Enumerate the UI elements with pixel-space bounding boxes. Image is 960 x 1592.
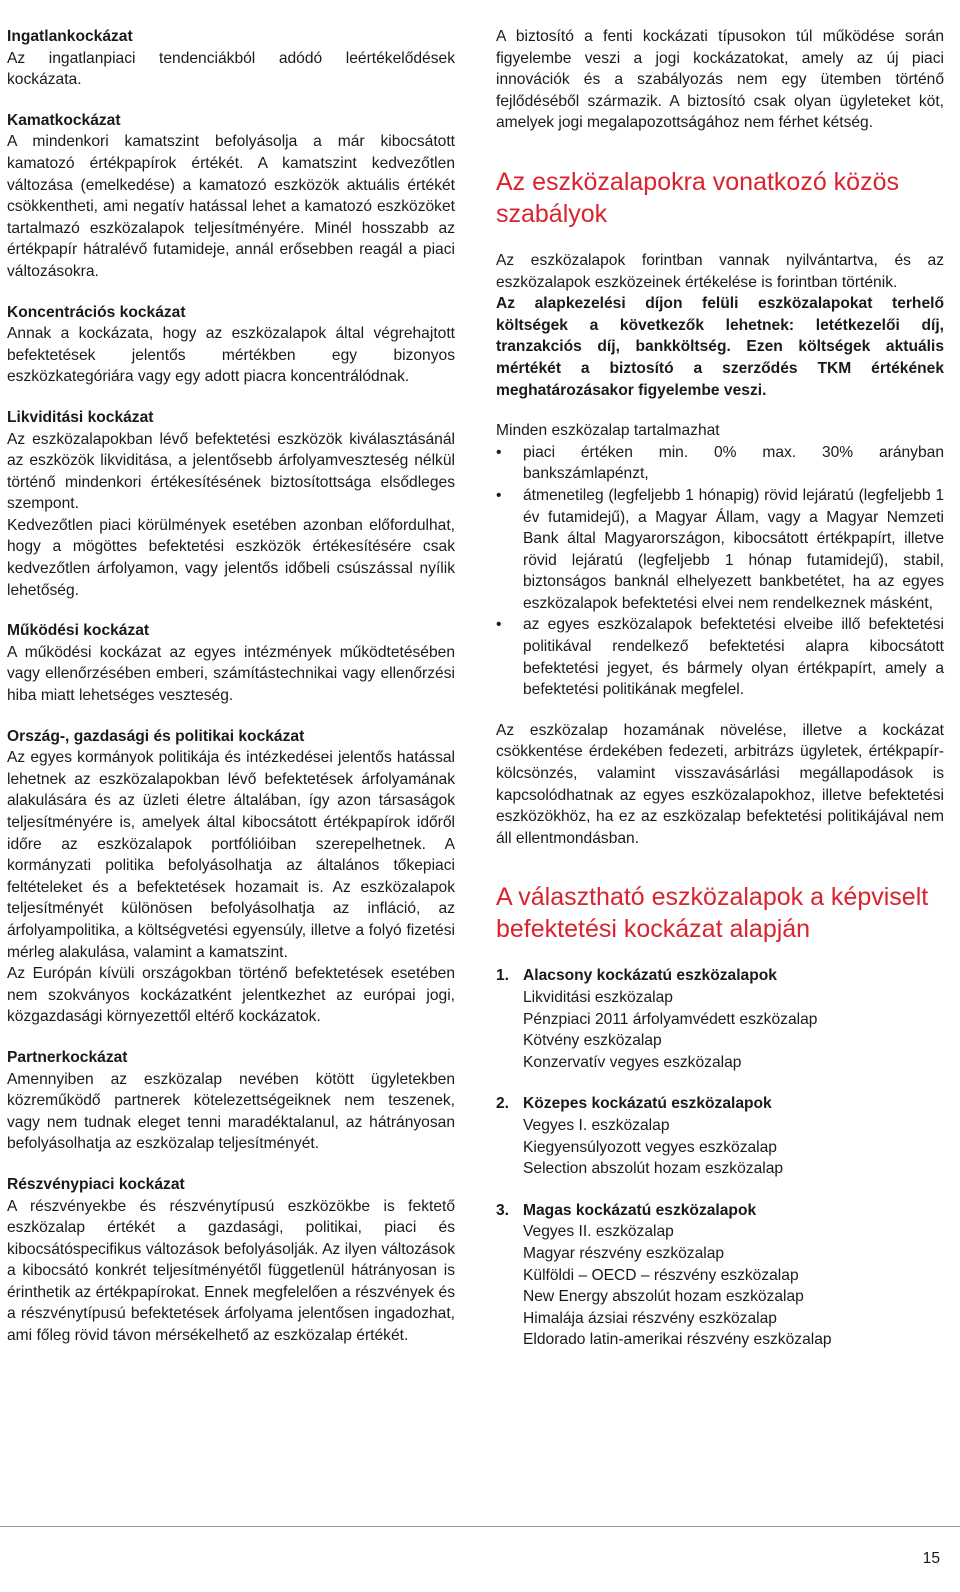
section-heading: Ingatlankockázat xyxy=(7,28,133,45)
medium-risk-category xyxy=(496,1093,944,1179)
high-risk-category xyxy=(496,1200,944,1351)
risk-section-country xyxy=(7,726,455,1028)
list-item: • az egyes eszközalapok befektetési elveibe illő befektetési politikával rendelkező befektetési alapra kibocsátott befektetési jegyet, és bármely olyan értékpapírt, amely a befektetési politikának megfelel. xyxy=(496,614,944,700)
currency-paragraph: Az eszközalapok forintban vannak nyilvántartva, és az eszközalapok eszközeinek értékelése is forintban történik. xyxy=(496,251,944,291)
list-item: • piaci értéken min. 0% max. 30% arányban bankszámlapénzt, xyxy=(496,442,944,485)
list-item: • átmenetileg (legfeljebb 1 hónapig) rövid lejáratú (legfeljebb 1 év futamidejű), a Magyar Állam, vagy a Magyar Nemzeti Bank által Magyarországon, kibocsátott értékpapírt, illetve rövid lejáratú (legfeljebb 1 hónap futamidejű), stabil, biztonságos banknál elhelyezett bankbetétet, ha az egyes eszközalapok befektetési elvei nem rendelkeznek másként, xyxy=(496,485,944,615)
risk-section-interest xyxy=(7,110,455,283)
category-number: 1. xyxy=(496,967,510,985)
right-column xyxy=(496,26,944,1371)
section-heading: Részvénypiaci kockázat xyxy=(7,1175,185,1193)
section-heading: Koncentrációs kockázat xyxy=(7,303,186,321)
list-intro: Minden eszközalap tartalmazhat xyxy=(496,422,720,440)
section-heading: Kamatkockázat xyxy=(7,111,121,129)
fund-item: Kiegyensúlyozott vegyes eszközalap xyxy=(523,1138,777,1156)
section-heading: Működési kockázat xyxy=(7,622,150,640)
risk-section-partner xyxy=(7,1047,455,1155)
selectable-funds-heading: A választható eszközalapok a képviselt befektetési kockázat alapján xyxy=(496,883,929,944)
risk-section-operational xyxy=(7,620,455,706)
fund-item: Likviditási eszközalap xyxy=(523,989,673,1006)
section-paragraph: Az egyes kormányok politikája és intézkedései jelentős hatással lehetnek az eszközalapokban lévő befektetések árfolyamának alakulására és az üzleti életre általában, így azon társaságok teljesítményére is, amelyek által kibocsátott értékpapírok időről időre az eszközalapok portfólióiban szerepelhetnek. A kormányzati politika befolyásolhatja az általános tőkepiaci feltételeket és a befektetések hozamait is. Az eszközalapok teljesítményét különösen befolyásolhatja az infláció, az árfolyampolitika, a költségvetési egyensúly, illetve a folyó fizetési mérleg alakulása, valamint a kamatszint. xyxy=(7,749,455,961)
section-paragraph: Annak a kockázata, hogy az eszközalapok által végrehajtott befektetések jelentős mértékben egy bizonyos eszközkategóriára vagy egy adott piacra koncentrálódnak. xyxy=(7,325,455,386)
section-paragraph: Amennyiben az eszközalap nevében kötött ügyletekben közreműködő partnerek kötelezettségeiknek nem teszenek, vagy nem tudnak eleget tenni maradéktalanul, az hátrányosan befolyásolhatja az eszközalap teljesítményét. xyxy=(7,1070,455,1153)
section-paragraph: A működési kockázat az egyes intézmények működtetésében vagy ellenőrzésében emberi, számítástechnikai vagy ellenőrzési hiba miatt lehetséges veszteség. xyxy=(7,643,455,705)
yield-paragraph: Az eszközalap hozamának növelése, illetve a kockázat csökkentése érdekében fedezeti, arbitrázs ügyletek, értékpapír-kölcsönzés, valamint visszavásárlási megállapodások is kapcsolódhatnak az egyes eszközalapokhoz, illetve befektetési eszközökhöz, ha ez az eszközalap befektetési politikájával nem áll ellentmondásban. xyxy=(496,721,944,847)
category-number: 3. xyxy=(496,1201,510,1219)
legal-risk-paragraph: A biztosító a fenti kockázati típusokon túl működése során figyelembe veszi a jogi kockázatokat, amely az új piaci innovációk és a szabályozás nem egy ütemben történő fejlődéséből származik. A biztosító csak olyan ügyleteket köt, amelyek jogi megalapozottságához nem férhet kétség. xyxy=(496,28,944,132)
section-paragraph: A mindenkori kamatszint befolyásolja a már kibocsátott kamatozó értékpapírok értékét. A kamatszint kedvezőtlen változása (emelkedése) a kamatozó eszközök aktuális értékét csökkentheti, ami negatív hatással lehet a kamatozó eszközöket tartalmazó eszközalapok teljesítményére. Minél hosszabb az értékpapír hátralévő futamideje, annál erősebben reagál a piaci változásokra. xyxy=(7,133,455,280)
fund-item: Vegyes II. eszközalap xyxy=(523,1223,674,1241)
section-paragraph: Az eszközalapokban lévő befektetési eszközök kiválasztásánál az eszközök likviditása, a jelentősebb árfolyamveszteség nélkül történő mindenkori értékesítésének biztosítottsága elsődleges szempont. xyxy=(7,430,455,513)
fund-item: Vegyes I. eszközalap xyxy=(523,1116,670,1134)
category-number: 2. xyxy=(496,1095,510,1113)
risk-section-liquidity xyxy=(7,407,455,601)
footer-rule xyxy=(0,1526,960,1527)
section-heading: Partnerkockázat xyxy=(7,1048,128,1066)
common-rules-heading: Az eszközalapokra vonatkozó közös szabályok xyxy=(496,167,899,228)
category-title: Közepes kockázatú eszközalapok xyxy=(523,1095,772,1113)
fund-item: Himalája ázsiai részvény eszközalap xyxy=(523,1309,777,1327)
section-heading: Likviditási kockázat xyxy=(7,408,154,426)
category-title: Magas kockázatú eszközalapok xyxy=(523,1201,757,1219)
fund-item: New Energy abszolút hozam eszközalap xyxy=(523,1288,804,1306)
risk-section-concentration xyxy=(7,302,455,388)
costs-paragraph: Az alapkezelési díjon felüli eszközalapokat terhelő költségek a következők lehetnek: letétkezelői díj, tranzakciós díj, bankköltség. Ezen költségek aktuális mértékét a biztosító a szerződés TKM értékének meghatározásakor figyelembe veszi. xyxy=(496,295,944,399)
fund-item: Eldorado latin-amerikai részvény eszközalap xyxy=(523,1331,832,1349)
fund-item: Pénzpiaci 2011 árfolyamvédett eszközalap xyxy=(523,1010,818,1028)
fund-item: Selection abszolút hozam eszközalap xyxy=(523,1160,784,1178)
section-paragraph: Az Európán kívüli országokban történő befektetések esetében nem szokványos kockázatként jelentkezhet az európai jogi, közgazdasági környezettől eltérő kockázatok. xyxy=(7,965,455,1026)
section-paragraph: A részvényekbe és részvénytípusú eszközökbe is fektető eszközalap értékét a gazdasági, politikai, piaci és kibocsátóspecifikus változások befolyásolják. Az ilyen változások a kibocsátó konkrét teljesítményétől függetlenül hátrányosan is érinthetik az értékpapírokat. Ennek megfelelően a részvények és a részvénytípusú befektetések árfolyama jelentősen ingadozhat, ami főleg rövid távon mérsékelhető az eszközalap értékét. xyxy=(7,1197,455,1345)
section-paragraph: Kedvezőtlen piaci körülmények esetében azonban előfordulhat, hogy a mögöttes befektetési eszközök értékesítésére csak kedvezőtlen árfolyamon, vagy jelentős időbeli csúszással nyílik lehetőség. xyxy=(7,516,455,599)
fund-item: Külföldi – OECD – részvény eszközalap xyxy=(523,1266,799,1284)
page-number: 15 xyxy=(922,1550,940,1567)
left-column xyxy=(7,26,455,1366)
low-risk-category xyxy=(496,965,944,1073)
fund-item: Kötvény eszközalap xyxy=(523,1032,662,1050)
fund-item: Magyar részvény eszközalap xyxy=(523,1244,725,1262)
risk-section-equity xyxy=(7,1174,455,1347)
section-paragraph: Az ingatlanpiaci tendenciákból adódó leértékelődések kockázata. xyxy=(7,49,455,89)
section-heading: Ország-, gazdasági és politikai kockázat xyxy=(7,727,305,745)
category-title: Alacsony kockázatú eszközalapok xyxy=(523,967,777,985)
risk-section-real-estate xyxy=(7,26,455,91)
asset-bullet-list xyxy=(496,442,944,701)
fund-item: Konzervatív vegyes eszközalap xyxy=(523,1053,742,1071)
